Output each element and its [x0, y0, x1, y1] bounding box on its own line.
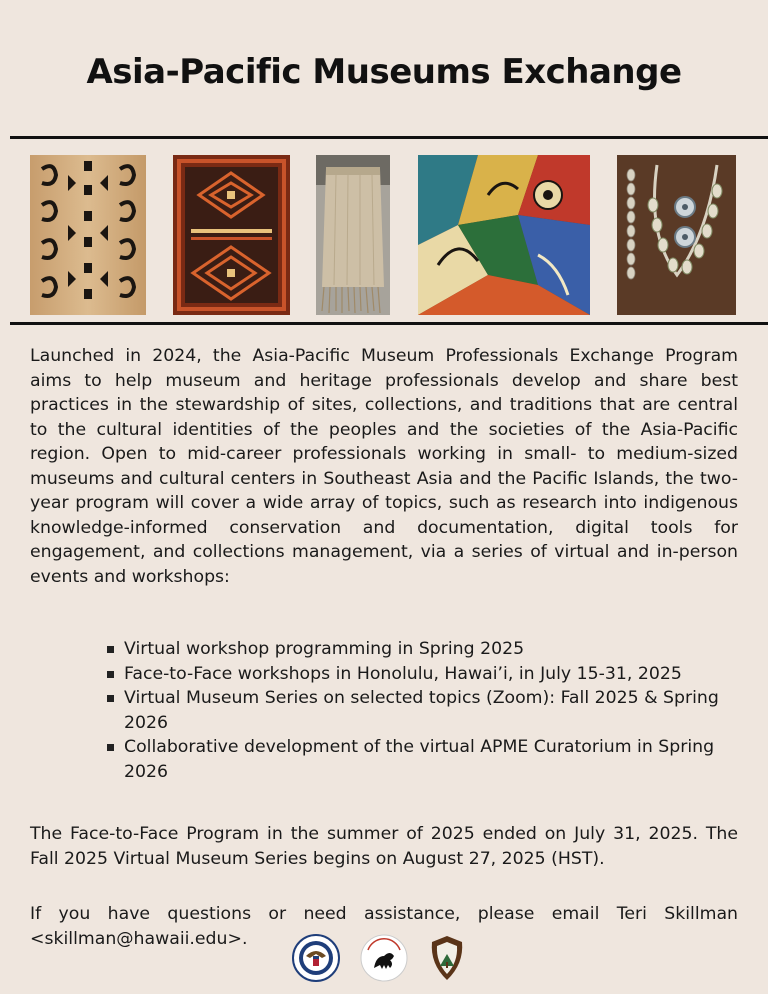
- list-item: [104, 686, 744, 735]
- list-item: [104, 735, 744, 784]
- bullet-square-icon: [107, 744, 114, 751]
- program-description: Launched in 2024, the Asia-Pacific Museum Professionals Exchange Program aims to help museum and heritage professionals develop and share best practices in the stewardship of sites, collections, and traditions that are central to the cultural identities of the peoples and the societies of the Asia-Pacific region. Open to mid-career professionals working in small- to medium-sized museums and cultural centers in Southeast Asia and the Pacific Islands, the two-year program will cover a wide array of topics, such as research into indigenous knowledge-informed conservation and documentation, digital tools for engagement, and collections management, via a series of virtual and in-person events and workshops:: [30, 346, 738, 587]
- list-item-text: Face-to-Face workshops in Honolulu, Hawai’i, in July 15-31, 2025: [124, 663, 682, 684]
- bullet-square-icon: [107, 671, 114, 678]
- bark-cloth-skirt-image: [316, 155, 390, 315]
- artifact-gallery: [0, 155, 768, 315]
- national-park-service-arrowhead-icon: [428, 934, 466, 982]
- painted-wood-carving-image: [418, 155, 590, 315]
- woven-textile-image: [173, 155, 290, 315]
- carved-wooden-panel-image: [30, 155, 146, 315]
- bullet-square-icon: [107, 646, 114, 653]
- us-state-department-seal-icon: [292, 934, 340, 982]
- list-item-text: Virtual workshop programming in Spring 2025: [124, 639, 525, 659]
- bullet-square-icon: [107, 695, 114, 702]
- list-item: [104, 637, 744, 662]
- page-title: Asia-Pacific Museums Exchange: [86, 52, 682, 92]
- top-divider: [10, 136, 768, 139]
- shell-necklace-image: [617, 155, 736, 315]
- list-item-text: Virtual Museum Series on selected topics (Zoom): Fall 2025 & Spring 2026: [124, 688, 719, 733]
- bottom-divider: [10, 322, 768, 325]
- program-status-paragraph: The Face-to-Face Program in the summer of 2025 ended on July 31, 2025. The Fall 2025 Virtual Museum Series begins on August 27, 2025 (HST).: [30, 824, 738, 869]
- list-item-text: Collaborative development of the virtual APME Curatorium in Spring 2026: [124, 737, 715, 782]
- uh-cseas-logo-icon: [360, 934, 408, 982]
- contact-paragraph: If you have questions or need assistance, please email Teri Skillman <skillman@hawaii.edu>.: [30, 904, 738, 949]
- list-item: [104, 662, 744, 687]
- program-schedule-list: [104, 637, 744, 784]
